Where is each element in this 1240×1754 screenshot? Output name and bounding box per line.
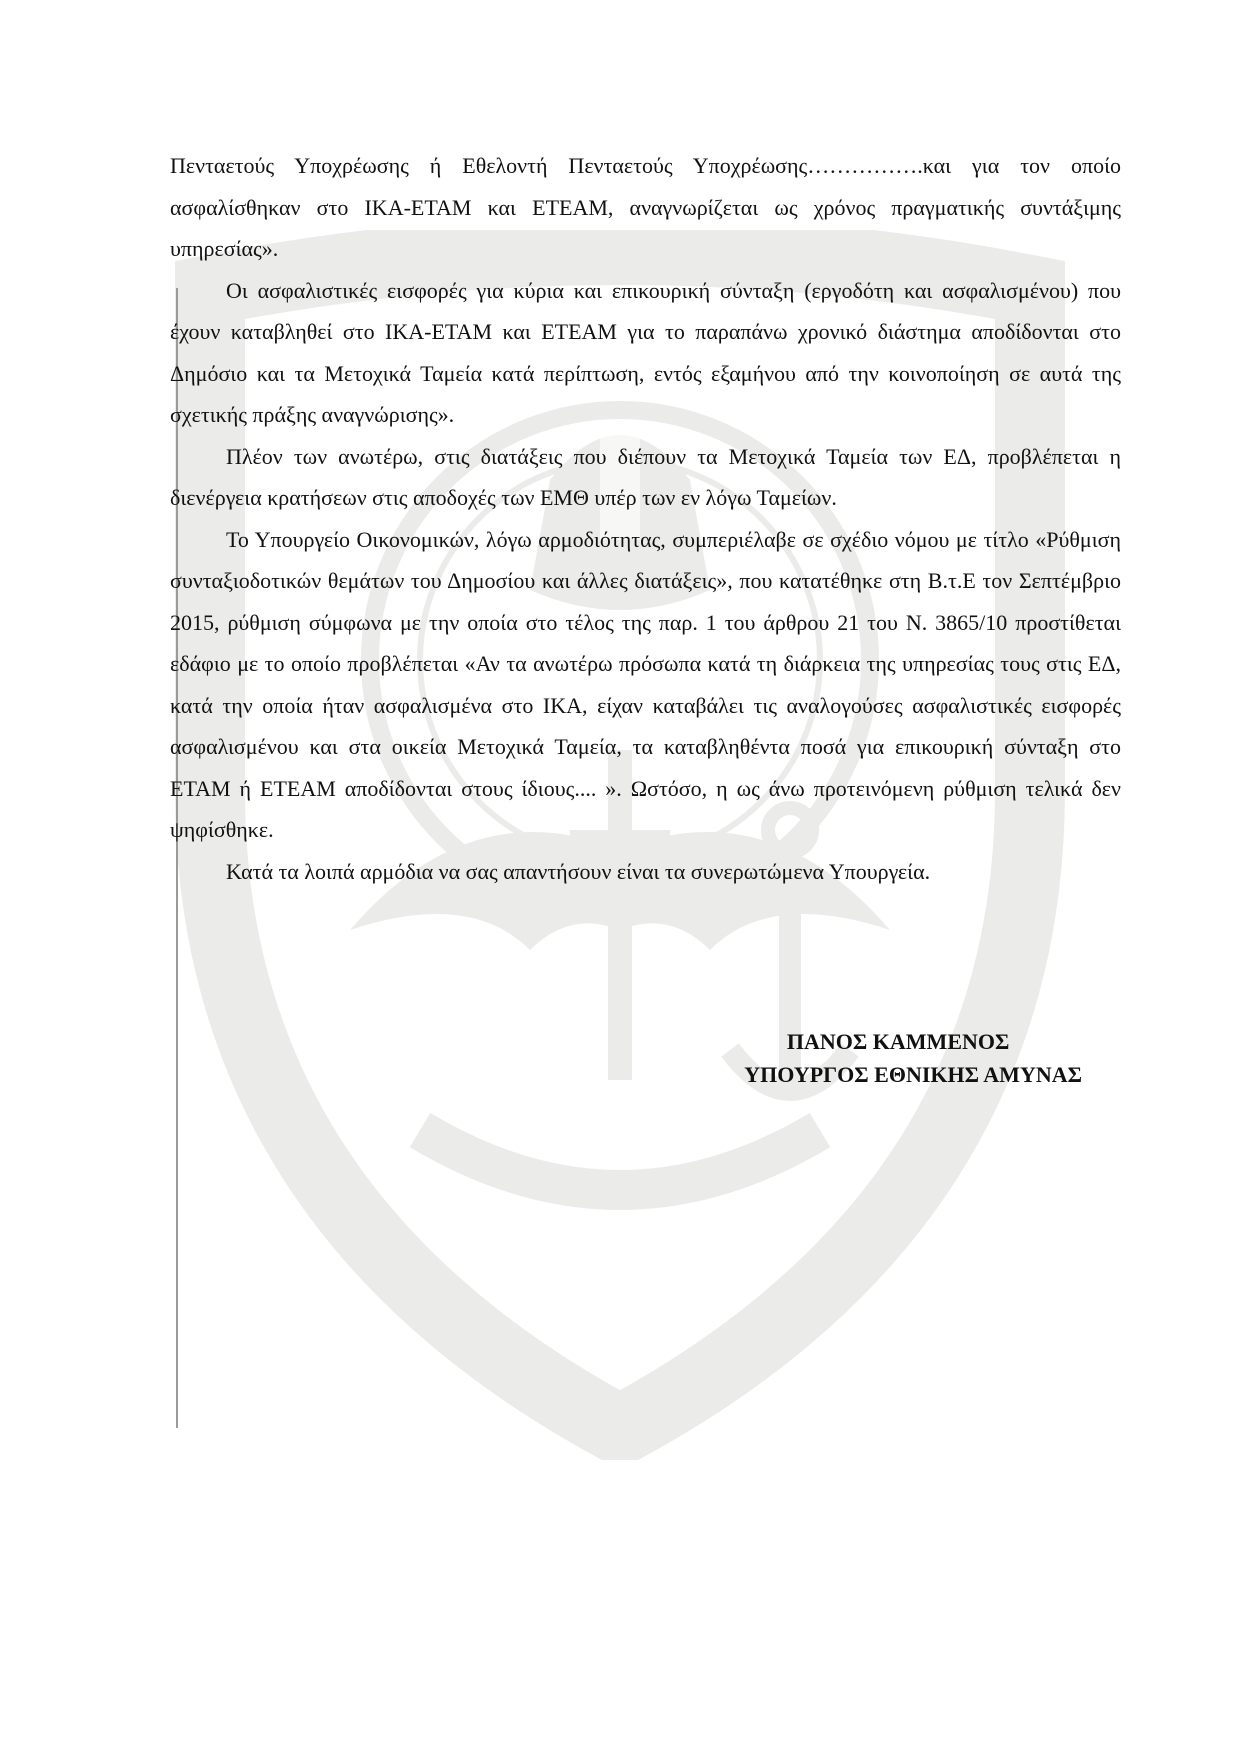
paragraph-continuation: Πενταετούς Υποχρέωσης ή Εθελοντή Πενταετούς Υποχρέωσης…………….και για τον οποίο ασφαλίσθηκαν στο ΙΚΑ-ΕΤΑΜ και ΕΤΕΑΜ, αναγνωρίζεται ως χρόνος πραγματικής συντάξιμης υπηρεσίας». — [170, 153, 1121, 261]
paragraph-closing: Κατά τα λοιπά αρμόδια να σας απαντήσουν είναι τα συνερωτώμενα Υπουργεία. — [226, 858, 931, 884]
letter-body — [170, 145, 1121, 892]
signatory-name: ΠΑΝΟΣ ΚΑΜΜΕΝΟΣ — [786, 1029, 1010, 1054]
signatory-title: ΥΠΟΥΡΓΟΣ ΕΘΝΙΚΗΣ ΑΜΥΝΑΣ — [744, 1062, 1082, 1087]
paragraph-ministry-finance: Το Υπουργείο Οικονομικών, λόγω αρμοδιότητας, συμπεριέλαβε σε σχέδιο νόμου με τίτλο «Ρύθμιση συνταξιοδοτικών θεμάτων του Δημοσίου και άλλες διατάξεις», που κατατέθηκε στη Β.τ.Ε τον Σεπτέμβριο 2015, ρύθμιση σύμφωνα με την οποία στο τέλος της παρ. 1 του άρθρου 21 του Ν. 3865/10 προστίθεται εδάφιο με το οποίο προβλέπεται «Αν τα ανωτέρω πρόσωπα κατά τη διάρκεια της υπηρεσίας τους στις ΕΔ, κατά την οποία ήταν ασφαλισμένα στο ΙΚΑ, είχαν καταβάλει τις αναλογούσες ασφαλιστικές εισφορές ασφαλισμένου και στα οικεία Μετοχικά Ταμεία, τα καταβληθέντα ποσά για επικουρική σύνταξη στο ΕΤΑΜ ή ΕΤΕΑΜ αποδίδονται στους ίδιους.... ». Ωστόσο, η ως άνω προτεινόμενη ρύθμιση τελικά δεν ψηφίσθηκε. — [170, 526, 1121, 842]
paragraph-pension-funds: Πλέον των ανωτέρω, στις διατάξεις που διέπουν τα Μετοχικά Ταμεία των ΕΔ, προβλέπεται η διενέργεια κρατήσεων στις αποδοχές των ΕΜΘ υπέρ των εν λόγω Ταμείων. — [170, 443, 1121, 510]
signature-block — [744, 1025, 1082, 1091]
paragraph-contributions: Οι ασφαλιστικές εισφορές για κύρια και επικουρική σύνταξη (εργοδότη και ασφαλισμένου) που έχουν καταβληθεί στο ΙΚΑ-ΕΤΑΜ και ΕΤΕΑΜ για το παραπάνω χρονικό διάστημα αποδίδονται στο Δημόσιο και τα Μετοχικά Ταμεία κατά περίπτωση, εντός εξαμήνου από την κοινοποίηση σε αυτά της σχετικής πράξης αναγνώρισης». — [170, 277, 1121, 427]
